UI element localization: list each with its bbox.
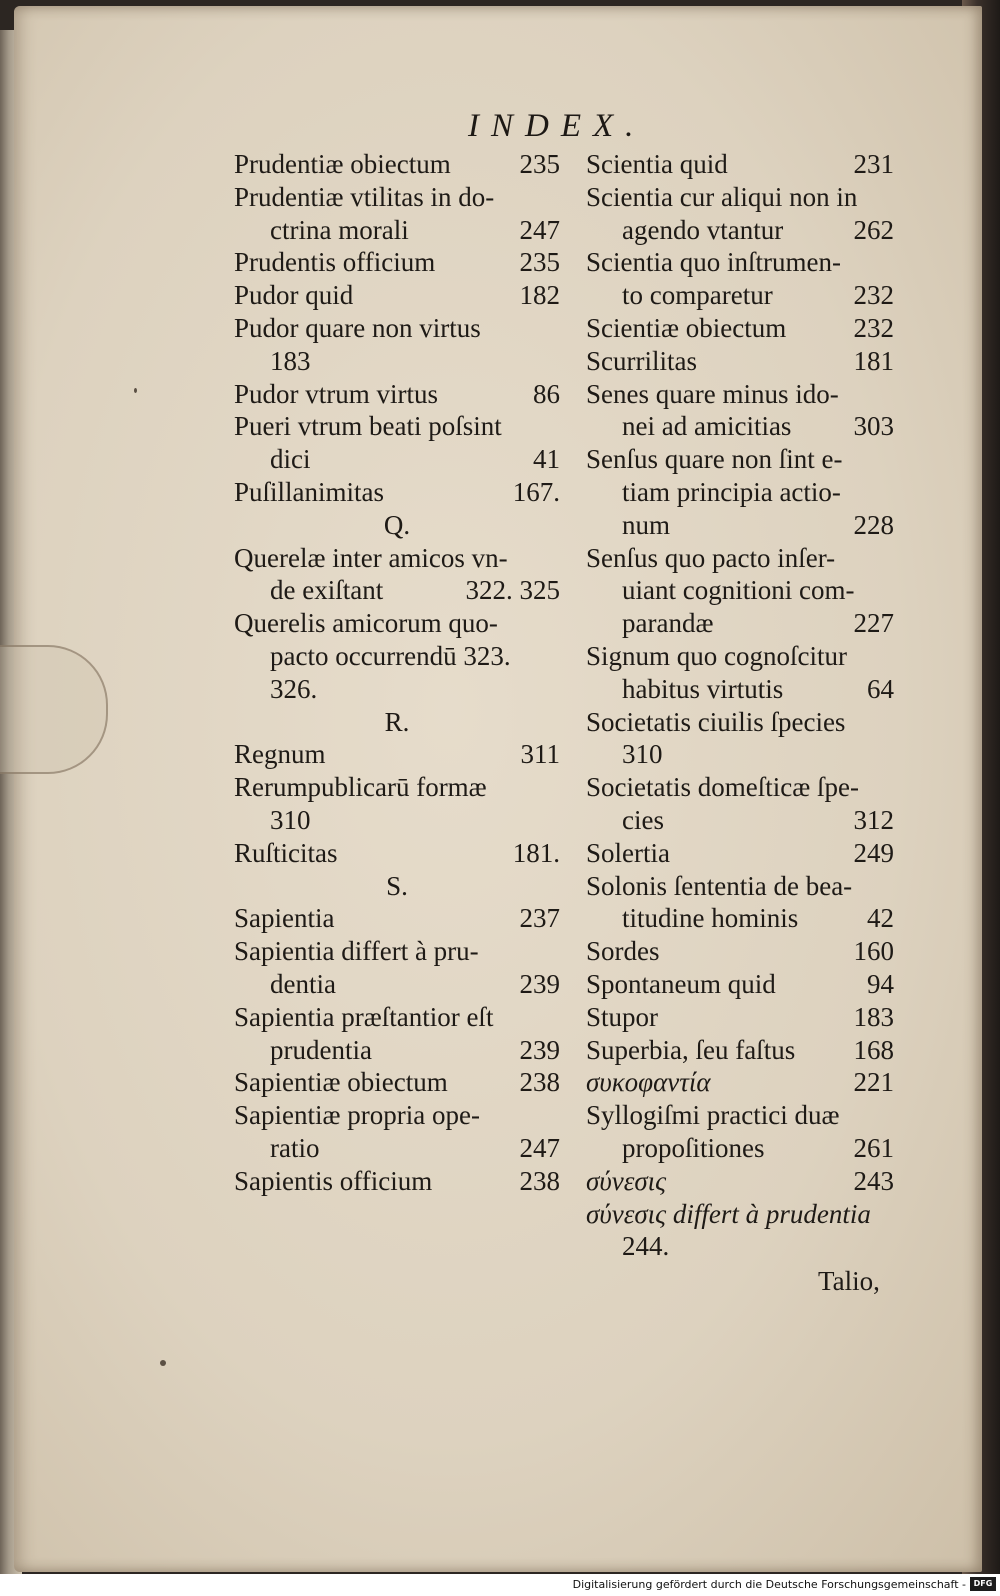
index-entry xyxy=(234,738,560,771)
index-entry xyxy=(586,771,894,804)
index-term: Sapientia xyxy=(234,903,335,934)
index-term: habitus virtutis xyxy=(622,673,784,704)
index-term: Pudor vtrum virtus xyxy=(234,378,439,409)
page-reference: 64 xyxy=(867,673,894,704)
index-entry xyxy=(586,214,894,247)
index-term: Puſillanimitas xyxy=(234,476,385,507)
index-term: 310 xyxy=(622,739,663,770)
index-entry xyxy=(234,640,560,673)
page-reference: 235 xyxy=(519,149,560,179)
running-head: INDEX. xyxy=(468,108,646,144)
page-reference: 41 xyxy=(533,444,560,475)
index-term: Q. xyxy=(383,509,411,540)
index-term: Prudentiæ obiectum xyxy=(234,149,451,179)
index-term: Sapientia præſtantior eſt xyxy=(234,1001,494,1032)
index-entry xyxy=(586,148,894,181)
index-entry xyxy=(586,443,894,476)
index-term: ratio xyxy=(270,1132,320,1163)
page-reference: 312 xyxy=(853,804,894,835)
index-entry xyxy=(586,1198,894,1231)
index-term: Pudor quid xyxy=(234,280,354,311)
index-term: to comparetur xyxy=(622,280,773,311)
page-reference: 227 xyxy=(853,608,894,639)
page-reference: 168 xyxy=(853,1034,894,1065)
page-reference: 167. xyxy=(512,476,560,507)
index-entry xyxy=(234,542,560,575)
page-reference: 42 xyxy=(867,903,894,934)
index-entry xyxy=(234,378,560,411)
paper-speck xyxy=(134,388,137,393)
page-reference: 237 xyxy=(519,903,560,934)
index-term: Solertia xyxy=(586,837,670,868)
index-term: σύνεσις differt à prudentia xyxy=(586,1198,871,1229)
index-entry xyxy=(234,148,560,181)
index-entry xyxy=(586,804,894,837)
index-term: Solonis ſententia de bea- xyxy=(586,870,853,901)
index-term: Senſus quare non ſint e- xyxy=(586,444,843,475)
page-reference: 238 xyxy=(519,1067,560,1098)
page-reference: 303 xyxy=(853,411,894,442)
index-entry xyxy=(586,476,894,509)
index-term: parandæ xyxy=(622,608,714,639)
index-term: ctrina morali xyxy=(270,214,409,245)
page-reference: 221 xyxy=(853,1067,894,1098)
index-entry xyxy=(234,673,560,706)
index-entry xyxy=(234,771,560,804)
index-entry xyxy=(234,443,560,476)
index-entry xyxy=(234,1165,560,1198)
index-entry xyxy=(234,1034,560,1067)
page-reference: 247 xyxy=(519,1132,560,1163)
page-reference: 249 xyxy=(853,837,894,868)
index-entry xyxy=(234,1001,560,1034)
index-entry xyxy=(234,804,560,837)
index-term: 244. xyxy=(622,1231,670,1262)
index-term: 310 xyxy=(270,804,311,835)
index-term: Scientia quid xyxy=(586,149,728,179)
index-term: Signum quo cognoſcitur xyxy=(586,640,847,671)
page-reference: 94 xyxy=(867,968,894,999)
index-term: Prudentiæ vtilitas in do- xyxy=(234,181,495,212)
page-reference: 183 xyxy=(853,1001,894,1032)
index-term: nei ad amicitias xyxy=(622,411,792,442)
index-entry xyxy=(586,1066,894,1099)
index-term: Regnum xyxy=(234,739,326,770)
index-entry xyxy=(586,870,894,903)
dfg-logo-icon: DFG xyxy=(970,1577,996,1591)
index-term: Rerumpublicarū formæ xyxy=(234,772,487,803)
index-entry xyxy=(586,410,894,443)
index-term: Scientiæ obiectum xyxy=(586,312,787,343)
page-reference: 261 xyxy=(853,1132,894,1163)
index-term: de exiſtant xyxy=(270,575,384,606)
index-entry xyxy=(586,1034,894,1067)
page-reference: 181. xyxy=(512,837,560,868)
index-letter-heading xyxy=(234,870,560,903)
index-entry xyxy=(586,1165,894,1198)
index-term: Ruſticitas xyxy=(234,837,338,868)
index-entry xyxy=(234,968,560,1001)
page-reference: 311 xyxy=(520,739,560,770)
index-letter-heading xyxy=(234,706,560,739)
index-term: Superbia, ſeu faſtus xyxy=(586,1034,796,1065)
index-term: Scurrilitas xyxy=(586,345,697,376)
index-term: Stupor xyxy=(586,1001,659,1032)
catchword: Talio, xyxy=(818,1266,880,1296)
index-term: Querelæ inter amicos vn- xyxy=(234,542,508,573)
index-term: R. xyxy=(384,706,410,737)
index-term: Senſus quo pacto inſer- xyxy=(586,542,836,573)
index-entry xyxy=(586,1099,894,1132)
index-entry xyxy=(586,607,894,640)
paper-speck xyxy=(160,1360,166,1366)
index-term: tiam principia actio- xyxy=(622,476,841,507)
page-reference: 239 xyxy=(519,968,560,999)
index-term: Senes quare minus ido- xyxy=(586,378,839,409)
index-entry xyxy=(586,837,894,870)
index-entry xyxy=(586,1230,894,1263)
index-entry xyxy=(586,246,894,279)
page-reference: 262 xyxy=(853,214,894,245)
index-entry xyxy=(234,246,560,279)
index-entry xyxy=(586,181,894,214)
index-term: Sapientis officium xyxy=(234,1165,433,1196)
index-term: Sapientiæ propria ope- xyxy=(234,1100,480,1131)
index-entry xyxy=(586,968,894,1001)
index-term: Spontaneum quid xyxy=(586,968,776,999)
index-term: 183 xyxy=(270,345,311,376)
index-entry xyxy=(234,345,560,378)
index-term: Societatis domeſticæ ſpe- xyxy=(586,772,859,803)
index-entry xyxy=(234,1066,560,1099)
page-reference: 322. 325 xyxy=(465,575,560,606)
page-reference: 160 xyxy=(853,936,894,967)
index-entry xyxy=(234,935,560,968)
index-entry xyxy=(586,1001,894,1034)
index-term: Sapientiæ obiectum xyxy=(234,1067,448,1098)
index-entry xyxy=(586,312,894,345)
index-term: titudine hominis xyxy=(622,903,799,934)
index-entry xyxy=(586,738,894,771)
page-clip xyxy=(0,645,108,774)
page-reference: 86 xyxy=(533,378,560,409)
index-entry xyxy=(234,214,560,247)
index-letter-heading xyxy=(234,509,560,542)
index-term: cies xyxy=(622,804,664,835)
index-entry xyxy=(586,902,894,935)
index-term: dici xyxy=(270,444,311,475)
index-term: agendo vtantur xyxy=(622,214,784,245)
index-entry xyxy=(234,574,560,607)
index-term: propoſitiones xyxy=(622,1132,765,1163)
index-entry xyxy=(234,1132,560,1165)
index-column-left xyxy=(234,148,560,1198)
index-entry xyxy=(234,837,560,870)
page-reference: 232 xyxy=(853,280,894,311)
index-entry xyxy=(234,312,560,345)
index-entry xyxy=(586,640,894,673)
page-reference: 182 xyxy=(519,280,560,311)
index-entry xyxy=(234,279,560,312)
index-entry xyxy=(234,181,560,214)
index-term: Pueri vtrum beati poſsint xyxy=(234,411,502,442)
page-reference: 247 xyxy=(519,214,560,245)
index-term: pacto occurrendū 323. xyxy=(270,640,511,671)
index-entry xyxy=(586,673,894,706)
index-term: Sordes xyxy=(586,936,660,967)
index-term: Sapientia differt à pru- xyxy=(234,936,479,967)
index-entry xyxy=(586,706,894,739)
index-term: Querelis amicorum quo- xyxy=(234,608,498,639)
index-entry xyxy=(586,509,894,542)
index-entry xyxy=(234,476,560,509)
index-entry xyxy=(586,345,894,378)
digitization-credit: Digitalisierung gefördert durch die Deutsche Forschungsgemeinschaft - xyxy=(572,1578,966,1591)
index-term: prudentia xyxy=(270,1034,372,1065)
index-entry xyxy=(234,1099,560,1132)
page-reference: 228 xyxy=(853,509,894,540)
index-term: S. xyxy=(386,870,408,901)
index-term: Societatis ciuilis ſpecies xyxy=(586,706,846,737)
index-entry xyxy=(234,607,560,640)
index-entry xyxy=(234,902,560,935)
index-entry xyxy=(586,574,894,607)
index-entry xyxy=(586,542,894,575)
index-entry xyxy=(234,410,560,443)
index-entry xyxy=(586,935,894,968)
page-reference: 243 xyxy=(853,1165,894,1196)
index-term: Pudor quare non virtus xyxy=(234,312,481,343)
index-term: Prudentis officium xyxy=(234,247,436,278)
page-reference: 239 xyxy=(519,1034,560,1065)
page-reference: 235 xyxy=(519,247,560,278)
index-term: Scientia cur aliqui non in xyxy=(586,181,858,212)
index-term: uiant cognitioni com- xyxy=(622,575,855,606)
index-term: σύνεσις xyxy=(586,1165,667,1196)
index-entry xyxy=(586,378,894,411)
index-term: num xyxy=(622,509,671,540)
index-term: συκοφαντία xyxy=(586,1067,711,1098)
page-reference: 231 xyxy=(853,149,894,179)
page-reference: 238 xyxy=(519,1165,560,1196)
index-entry xyxy=(586,1132,894,1165)
index-term: Syllogiſmi practici duæ xyxy=(586,1100,840,1131)
index-term: Scientia quo inſtrumen- xyxy=(586,247,841,278)
index-column-right xyxy=(586,148,894,1263)
page-reference: 181 xyxy=(853,345,894,376)
index-term: 326. xyxy=(270,673,318,704)
index-term: dentia xyxy=(270,968,336,999)
page-reference: 232 xyxy=(853,312,894,343)
index-entry xyxy=(586,279,894,312)
